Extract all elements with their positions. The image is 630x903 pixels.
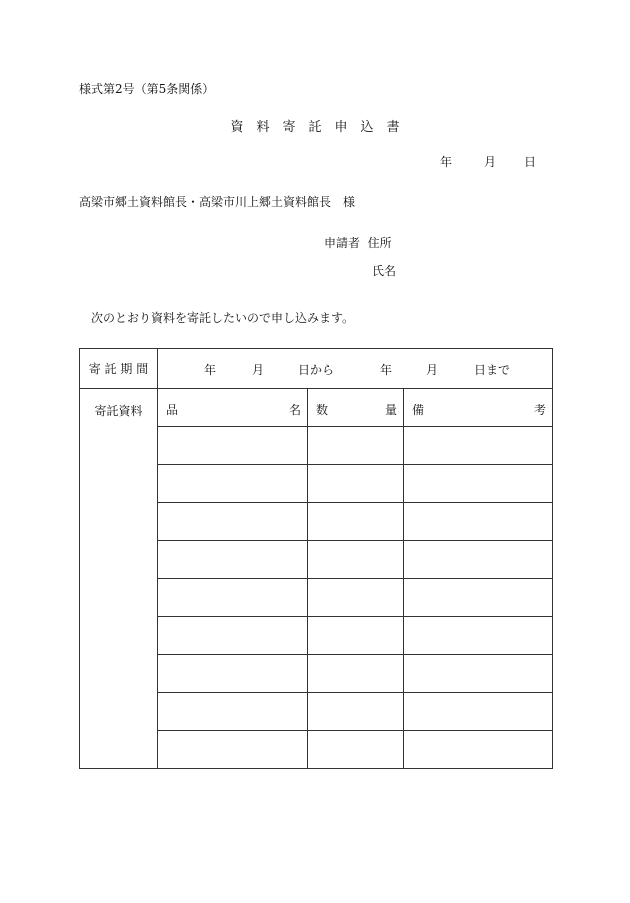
item-header-right: 名	[288, 403, 301, 417]
qty-header-right: 量	[384, 403, 397, 417]
item-name-cell[interactable]	[158, 503, 308, 541]
applicant-label: 申請者	[324, 236, 361, 250]
notes-cell[interactable]	[404, 579, 553, 617]
item-name-cell[interactable]	[158, 617, 308, 655]
notes-cell[interactable]	[404, 427, 553, 465]
document-title: 資 料 寄 託 申 込 書	[230, 120, 400, 135]
date-line	[440, 153, 536, 170]
addressee: 高梁市郷土資料館長・高梁市川上郷土資料館長 様	[79, 195, 356, 209]
item-name-header	[158, 389, 308, 427]
notes-cell[interactable]	[404, 503, 553, 541]
quantity-cell[interactable]	[308, 693, 404, 731]
notes-header-left: 備	[412, 403, 425, 417]
notes-cell[interactable]	[404, 655, 553, 693]
quantity-cell[interactable]	[308, 465, 404, 503]
period-day2: 日まで	[474, 363, 511, 377]
name-label: 氏名	[372, 264, 397, 278]
date-day-label: 日	[524, 155, 537, 169]
quantity-cell[interactable]	[308, 579, 404, 617]
notes-cell[interactable]	[404, 693, 553, 731]
quantity-cell[interactable]	[308, 427, 404, 465]
quantity-cell[interactable]	[308, 541, 404, 579]
period-row	[80, 349, 553, 389]
item-name-cell[interactable]	[158, 541, 308, 579]
notes-cell[interactable]	[404, 731, 553, 769]
item-name-cell[interactable]	[158, 579, 308, 617]
quantity-cell[interactable]	[308, 731, 404, 769]
quantity-header	[308, 389, 404, 427]
notes-cell[interactable]	[404, 465, 553, 503]
notes-header-right: 考	[534, 403, 547, 417]
period-year1: 年	[204, 363, 217, 377]
item-name-cell[interactable]	[158, 693, 308, 731]
quantity-cell[interactable]	[308, 503, 404, 541]
notes-header	[404, 389, 553, 427]
item-name-cell[interactable]	[158, 465, 308, 503]
date-month-label: 月	[484, 155, 497, 169]
notes-cell[interactable]	[404, 541, 553, 579]
deposit-table	[79, 348, 553, 769]
date-year-label: 年	[440, 155, 453, 169]
form-number: 様式第2号（第5条関係）	[79, 82, 215, 96]
item-header-left: 品	[166, 403, 179, 417]
materials-label: 寄託資料	[80, 389, 158, 769]
quantity-cell[interactable]	[308, 655, 404, 693]
period-month1: 月	[252, 363, 265, 377]
period-label: 寄 託 期 間	[80, 349, 158, 389]
item-name-cell[interactable]	[158, 427, 308, 465]
period-month2: 月	[426, 363, 439, 377]
item-name-cell[interactable]	[158, 655, 308, 693]
item-name-cell[interactable]	[158, 731, 308, 769]
period-day1: 日から	[298, 363, 335, 377]
period-year2: 年	[380, 363, 393, 377]
applicant-address-line	[324, 234, 392, 251]
header-row	[80, 389, 553, 427]
quantity-cell[interactable]	[308, 617, 404, 655]
qty-header-left: 数	[316, 403, 329, 417]
notes-cell[interactable]	[404, 617, 553, 655]
period-field[interactable]	[158, 349, 553, 389]
application-statement: 次のとおり資料を寄託したいので申し込みます。	[91, 311, 355, 325]
address-label: 住所	[367, 236, 392, 250]
